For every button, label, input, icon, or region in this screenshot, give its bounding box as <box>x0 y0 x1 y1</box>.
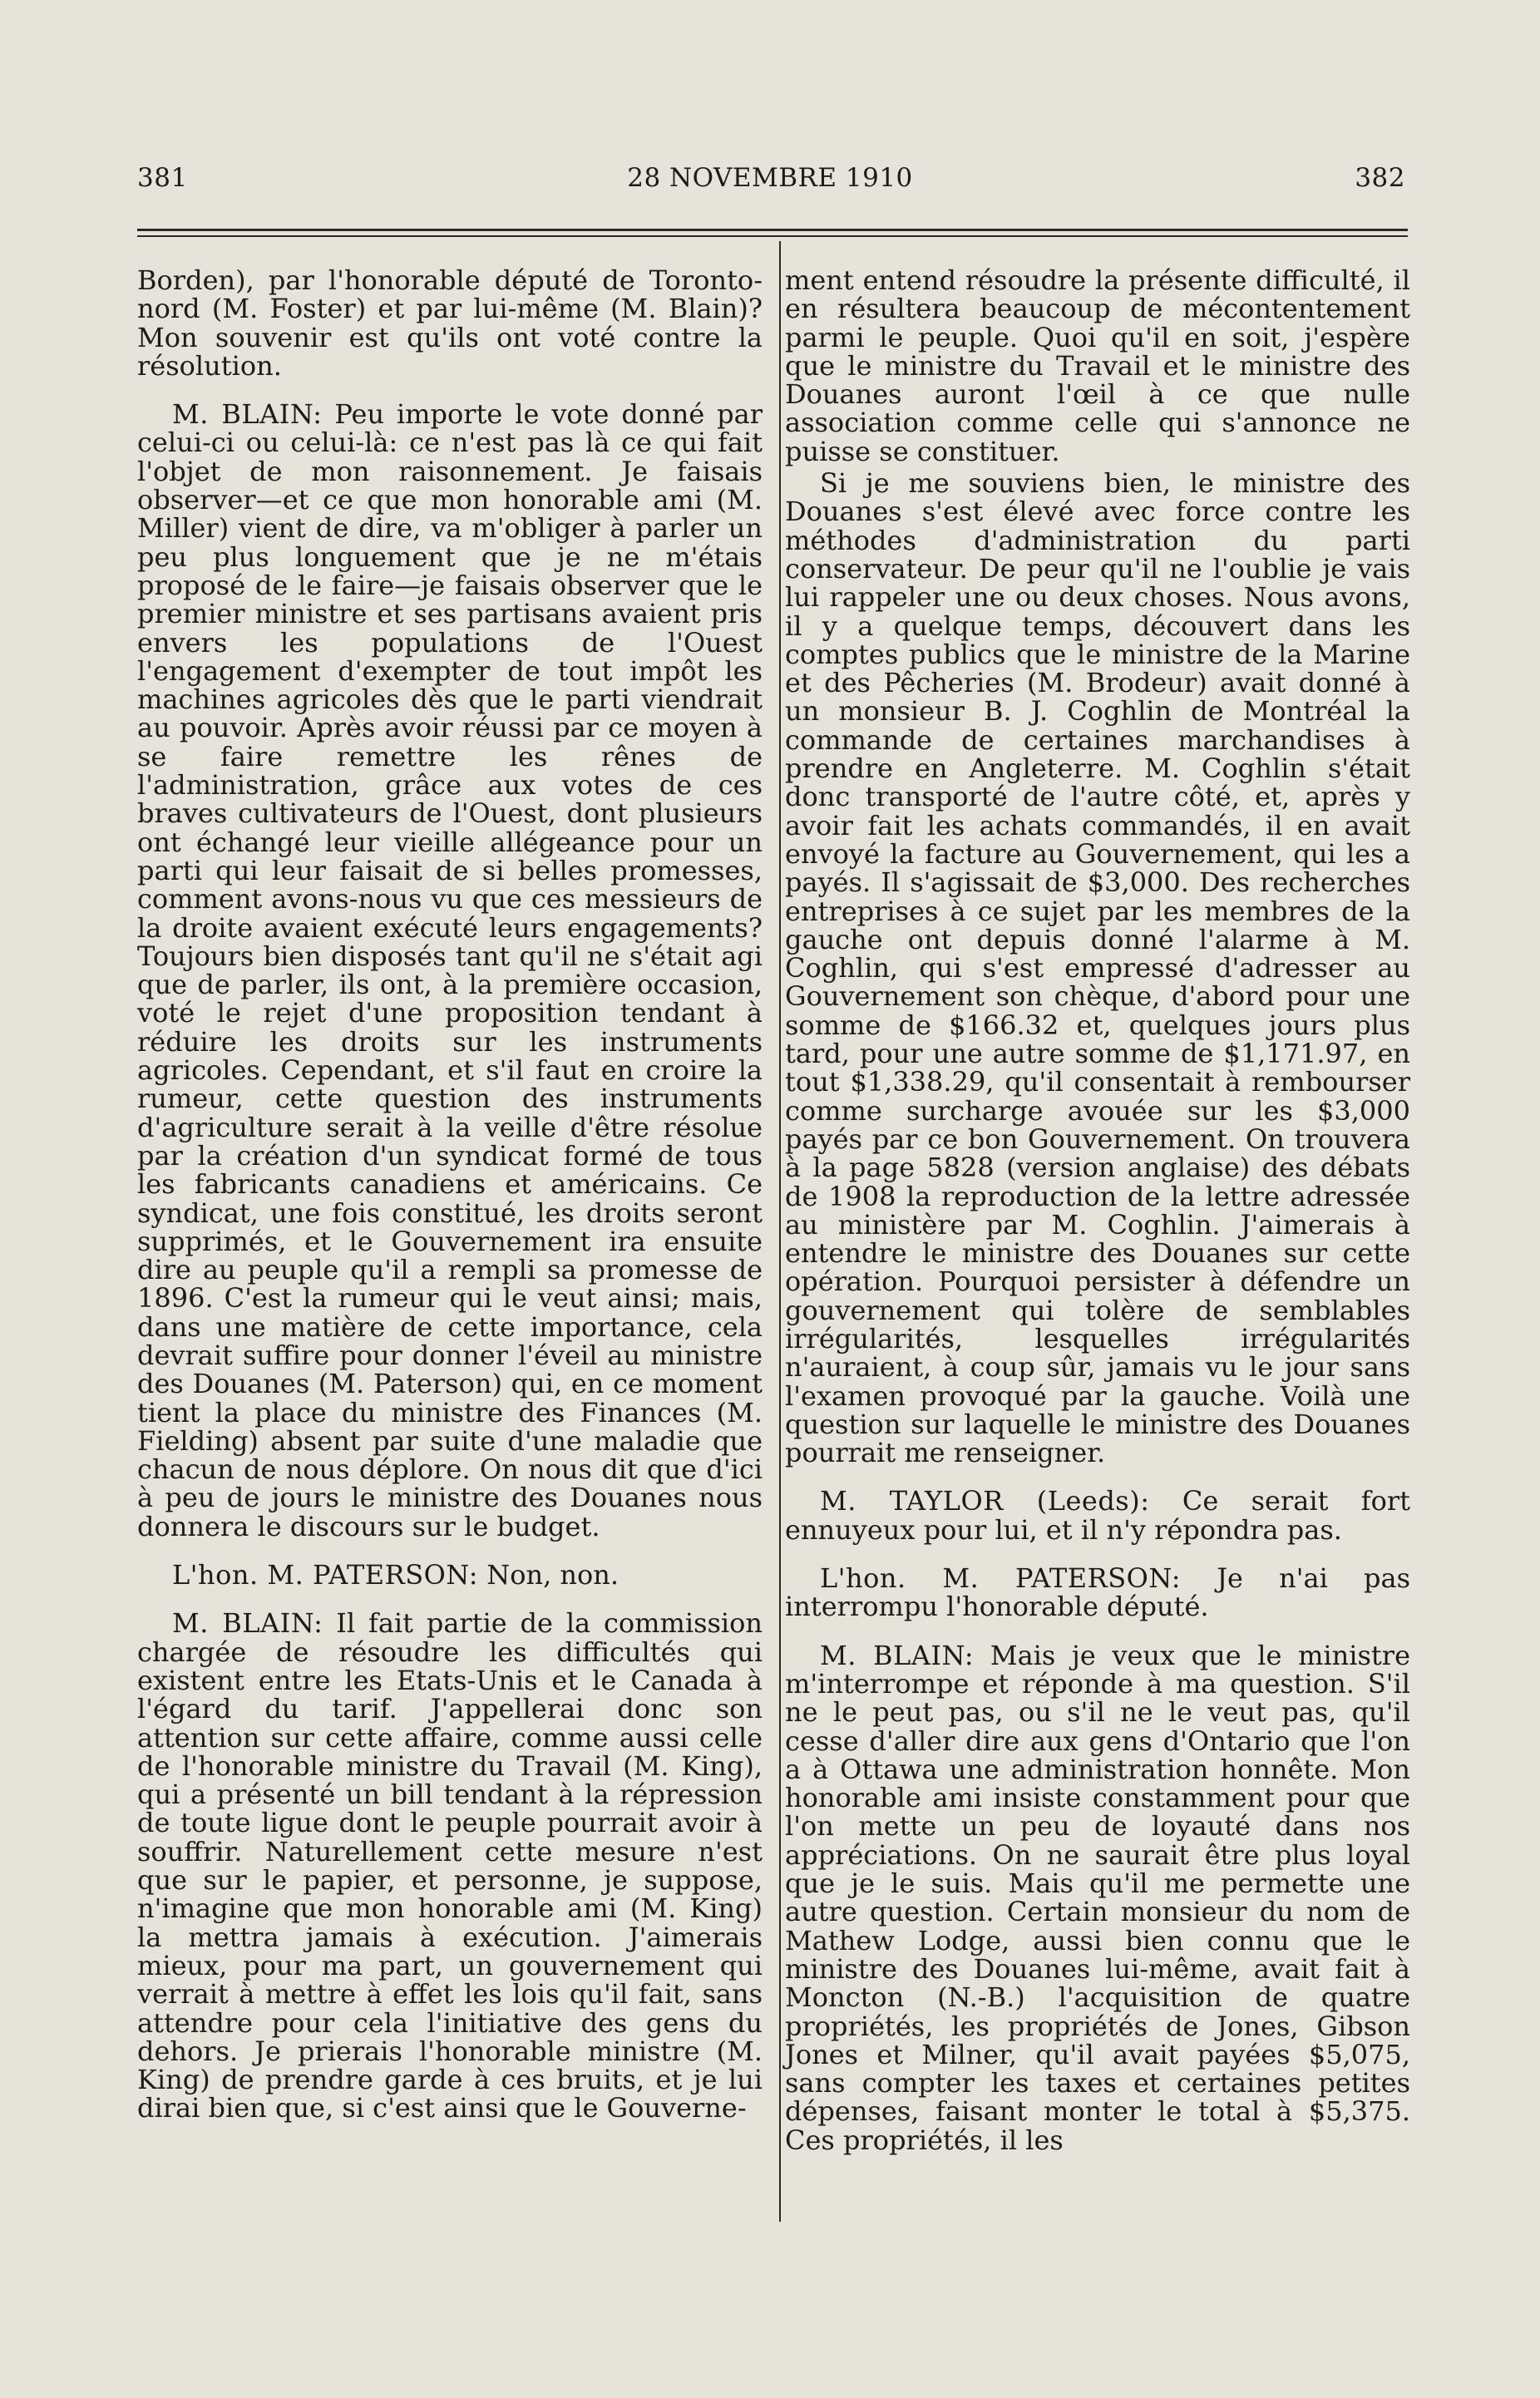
speech-text: Ce serait fort ennuyeux pour lui, et il n'y répondra pas. <box>785 1485 1411 1546</box>
paragraph <box>785 266 1410 466</box>
speaker-name: M. BLAIN: <box>172 1607 323 1640</box>
paragraph <box>137 266 763 380</box>
speaker-name: M. BLAIN: <box>172 398 323 431</box>
speaker-name: L'hon. M. PATERSON: <box>172 1559 479 1591</box>
running-title: 28 NOVEMBRE 1910 <box>627 163 913 193</box>
speech-text: Il fait partie de la commission chargée de résoudre les difficultés qui existent entre les Etats-Unis et le Canada à l'égard du tarif. J'appellerai donc son attention sur cette affaire, comme aussi celle de l'honorable ministre du Travail (M. King), qui a présenté un bill tendant à la répression de toute ligue dont le peuple pourrait avoir à souffrir. Naturellement cette mesure n'est que sur le papier, et personne, je suppose, n'imagine que mon honorable ami (M. King) la mettra jamais à exécution. J'aimerais mieux, pour ma part, un gouvernement qui verrait à mettre à effet les lois qu'il fait, sans attendre pour cela l'initiative des gens du dehors. Je prierais l'honorable ministre (M. King) de prendre garde à ces bruits, et je lui dirai bien que, si c'est ainsi que le Gouverne- <box>137 1607 763 2124</box>
speaker-name: L'hon. M. PATERSON: <box>820 1562 1182 1595</box>
paragraph-text: Si je me souviens bien, le ministre des Douanes s'est élevé avec force contre les méthodes d'administration du parti conservateur. De peur qu'il ne l'oublie je vais lui rappeler une ou deux choses. Nous avons, il y a quelque temps, découvert dans les comptes publics que le ministre de la Marine et des Pêcheries (M. Brodeur) avait donné à un monsieur B. J. Coghlin de Montréal la commande de certaines marchandises à prendre en Angleterre. M. Coghlin s'était donc transporté de l'autre côté, et, après y avoir fait les achats commandés, il en avait envoyé la facture au Gouvernement, qui les a payés. Il s'agissait de $3,000. Des recherches entreprises à ce sujet par les membres de la gauche ont depuis donné l'alarme à M. Coghlin, qui s'est empressé d'adresser au Gouvernement son chèque, d'abord pour une somme de $166.32 et, quelques jours plus tard, pour une autre somme de $1,171.97, en tout $1,338.29, qu'il consentait à rembourser comme surcharge avouée sur les $3,000 payés par ce bon Gouvernement. On trouvera à la page 5828 (version anglaise) des débats de 1908 la reproduction de la lettre adressée au ministère par M. Coghlin. J'aimerais à entendre le ministre des Douanes sur cette opération. Pourquoi persister à défendre un gouvernement qui tolère de semblables irrégularités, lesquelles irrégularités n'auraient, à coup sûr, jamais vu le jour sans l'examen provoqué par la gauche. Voilà une question sur laquelle le ministre des Douanes pourrait me renseigner. <box>785 467 1410 1469</box>
header-rule-thin <box>137 235 1408 237</box>
header-rule-thick <box>137 229 1408 231</box>
speech-paragraph <box>785 1564 1410 1621</box>
page-number-right: 382 <box>1355 163 1405 193</box>
speech-paragraph <box>785 1487 1410 1544</box>
speech-text: Peu importe le vote donné par celui-ci ou celui-là: ce n'est pas là ce qui fait l'objet de mon raisonnement. Je faisais observer—et ce que mon honorable ami (M. Miller) vient de dire, va m'obliger à parler un peu plus longuement que je ne m'étais proposé de le faire—je faisais observer que le premier ministre et ses partisans avaient pris envers les populations de l'Ouest l'engagement d'exempter de tout impôt les machines agricoles dès que le parti viendrait au pouvoir. Après avoir réussi par ce moyen à se faire remettre les rênes de l'administration, grâce aux votes de ces braves cultivateurs de l'Ouest, dont plusieurs ont échangé leur vieille allégeance pour un parti qui leur faisait de si belles promesses, comment avons-nous vu que ces messieurs de la droite avaient exécuté leurs engagements? Toujours bien disposés tant qu'il ne s'était agi que de parler, ils ont, à la première occasion, voté le rejet d'une proposition tendant à réduire les droits sur les instruments agricoles. Cependant, et s'il faut en croire la rumeur, cette question des instruments d'agriculture serait à la veille d'être résolue par la création d'un syndicat formé de tous les fabricants canadiens et américains. Ce syndicat, une fois constitué, les droits seront supprimés, et le Gouvernement ira ensuite dire au peuple qu'il a rempli sa promesse de 1896. C'est la rumeur qui le veut ainsi; mais, dans une matière de cette importance, cela devrait suffire pour donner l'éveil au ministre des Douanes (M. Paterson) qui, en ce moment tient la place du ministre des Finances (M. Fielding) absent par suite d'une maladie que chacun de nous déplore. On nous dit que d'ici à peu de jours le ministre des Douanes nous donnera le discours sur le budget. <box>137 398 763 1542</box>
paragraph <box>785 469 1410 1467</box>
paragraph-text: Borden), par l'honorable député de Toronto-nord (M. Foster) et par lui-même (M. Blain)? Mon souvenir est qu'ils ont voté contre la résolution. <box>137 264 763 382</box>
speech-paragraph <box>785 1641 1410 2154</box>
speech-text: Mais je veux que le ministre m'interrompe et réponde à ma question. S'il ne le peut pas, ou s'il ne le veut pas, qu'il cesse d'aller dire aux gens d'Ontario que l'on a à Ottawa une administration honnête. Mon honorable ami insiste constamment pour que l'on mette un peu de loyauté dans nos appréciations. On ne saurait être plus loyal que je le suis. Mais qu'il me permette une autre question. Certain monsieur du nom de Mathew Lodge, aussi bien connu que le ministre des Douanes lui-même, avait fait à Moncton (N.-B.) l'acquisition de quatre propriétés, les propriétés de Jones, Gibson Jones et Milner, qu'il avait payées $5,075, sans compter les taxes et certaines petites dépenses, faisant monter le total à $5,375. Ces propriétés, il les <box>785 1639 1411 2156</box>
speaker-name: M. TAYLOR (Leeds): <box>820 1485 1150 1517</box>
right-column <box>785 266 1410 2174</box>
speaker-name: M. BLAIN: <box>820 1639 975 1671</box>
speech-paragraph <box>137 1609 763 2122</box>
speech-paragraph <box>137 400 763 1541</box>
page-number-left: 381 <box>137 163 188 193</box>
speech-paragraph <box>137 1561 763 1589</box>
speech-text: Non, non. <box>486 1559 619 1591</box>
column-divider <box>779 241 781 2222</box>
speech-text: Je n'ai pas interrompu l'honorable député. <box>785 1562 1411 1623</box>
paragraph-text: ment entend résoudre la présente difficulté, il en résultera beaucoup de mécontentement parmi le peuple. Quoi qu'il en soit, j'espère que le ministre du Travail et le ministre des Douanes auront l'œil à ce que nulle association comme celle qui s'annonce ne puisse se constituer. <box>785 264 1410 467</box>
left-column <box>137 266 763 2143</box>
